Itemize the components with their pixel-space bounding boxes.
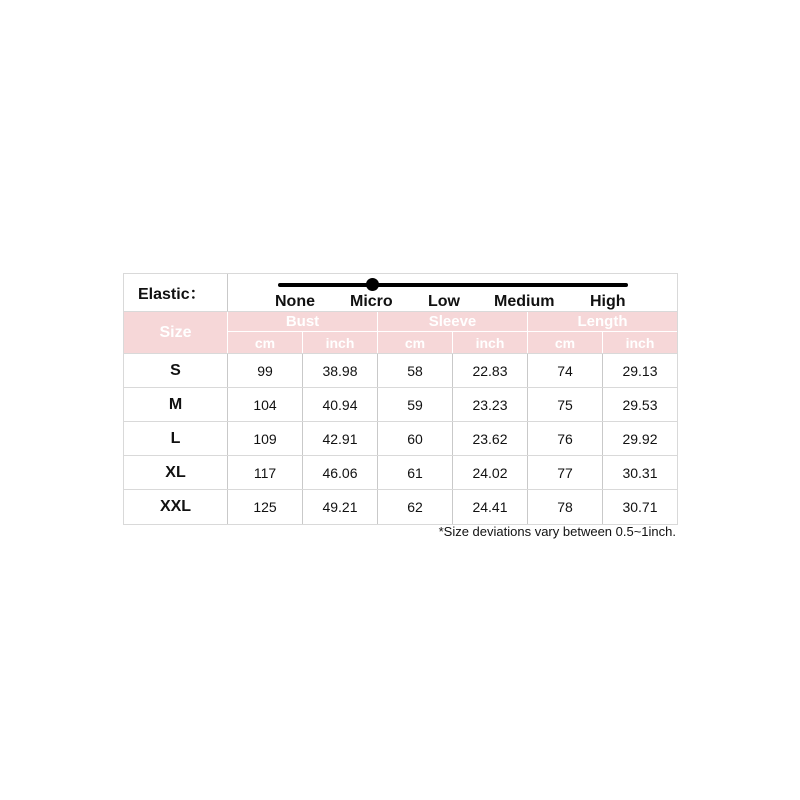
elastic-selected-marker <box>366 278 379 291</box>
length-inch-cell: 30.71 <box>622 499 658 515</box>
table-row <box>124 422 677 456</box>
size-cell: XL <box>124 456 228 489</box>
sleeve-cm-cell: 60 <box>378 422 453 455</box>
length-cm-cell: 76 <box>528 422 603 455</box>
sleeve-cm-cell: 59 <box>378 388 453 421</box>
size-cell: S <box>124 354 228 387</box>
sleeve-inch-cell: 23.62 <box>453 422 528 455</box>
length-inch-cell: 29.53 <box>622 396 658 413</box>
sleeve-inch-cell: 23.23 <box>453 388 528 421</box>
table-row <box>124 490 677 524</box>
size-chart-table <box>123 273 678 525</box>
elastic-level-none: None <box>275 293 315 310</box>
table-header <box>124 312 677 354</box>
sleeve-inch-cell: 24.02 <box>453 456 528 489</box>
length-inch-cell: 29.13 <box>622 362 658 379</box>
sleeve-inch-header: inch <box>452 332 527 353</box>
length-cm-cell: 75 <box>528 388 603 421</box>
bust-cm-cell: 99 <box>228 354 303 387</box>
elastic-level-medium: Medium <box>494 293 555 310</box>
size-cell: L <box>124 422 228 455</box>
bust-column-group <box>228 312 378 353</box>
sleeve-cm-cell: 62 <box>378 490 453 524</box>
bust-cm-cell: 104 <box>228 388 303 421</box>
table-row <box>124 456 677 490</box>
size-column-header: Size <box>124 312 228 353</box>
length-inch-cell: 29.92 <box>622 430 658 447</box>
bust-cm-header: cm <box>254 334 276 351</box>
bust-cm-cell: 109 <box>228 422 303 455</box>
elastic-level-high: High <box>590 293 626 310</box>
sleeve-cm-cell: 61 <box>378 456 453 489</box>
table-row <box>124 354 677 388</box>
sleeve-units <box>378 332 527 353</box>
size-deviation-note: *Size deviations vary between 0.5~1inch. <box>438 524 676 539</box>
sleeve-column-group <box>378 312 528 353</box>
bust-inch-cell: 46.06 <box>303 456 378 489</box>
elastic-label: Elastic： <box>124 274 228 311</box>
bust-cm-cell: 117 <box>228 456 303 489</box>
length-units <box>528 332 677 353</box>
bust-inch-cell: 38.98 <box>303 354 378 387</box>
length-inch-header: inch <box>602 332 677 353</box>
length-cm-header: cm <box>554 334 576 351</box>
length-column-group <box>528 312 677 353</box>
size-cell: XXL <box>124 490 228 524</box>
length-cm-cell: 74 <box>528 354 603 387</box>
table-row <box>124 388 677 422</box>
length-cm-cell: 77 <box>528 456 603 489</box>
elastic-level-low: Low <box>428 293 460 310</box>
elastic-row <box>124 274 677 312</box>
bust-inch-cell: 49.21 <box>303 490 378 524</box>
sleeve-cm-cell: 58 <box>378 354 453 387</box>
size-cell: M <box>124 388 228 421</box>
length-inch-cell: 30.31 <box>622 464 658 481</box>
sleeve-cm-header: cm <box>404 334 426 351</box>
sleeve-inch-cell: 24.41 <box>453 490 528 524</box>
elastic-level-labels <box>228 293 677 311</box>
sleeve-header: Sleeve <box>378 312 527 332</box>
length-header: Length <box>528 312 677 332</box>
sleeve-inch-cell: 22.83 <box>453 354 528 387</box>
bust-inch-header: inch <box>302 332 377 353</box>
bust-header: Bust <box>228 312 377 332</box>
bust-units <box>228 332 377 353</box>
bust-inch-cell: 42.91 <box>303 422 378 455</box>
bust-inch-cell: 40.94 <box>303 388 378 421</box>
bust-cm-cell: 125 <box>228 490 303 524</box>
length-cm-cell: 78 <box>528 490 603 524</box>
elastic-scale <box>228 274 677 311</box>
elastic-scale-line <box>278 283 628 287</box>
elastic-level-micro: Micro <box>350 293 393 310</box>
